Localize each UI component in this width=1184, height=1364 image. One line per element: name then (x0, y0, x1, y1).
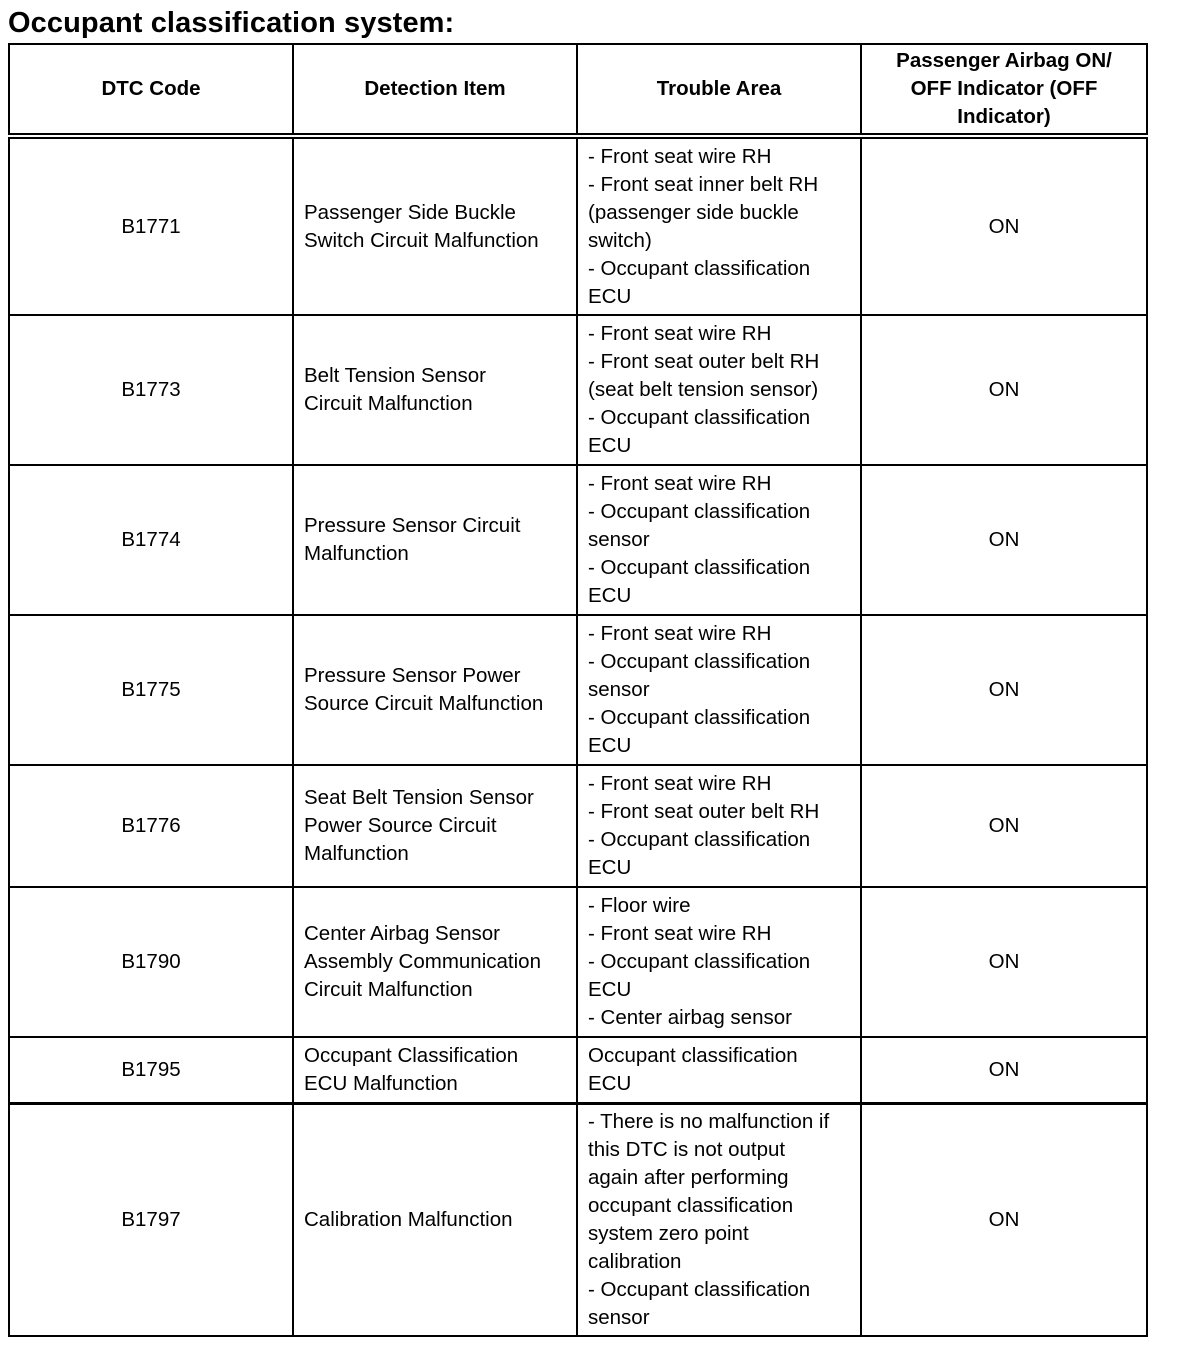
table-header-row (9, 44, 1147, 136)
dtc-table (8, 43, 1148, 1337)
cell-line: calibration (588, 1250, 682, 1273)
cell-line: switch) (588, 228, 652, 252)
cell-line: - Occupant classification (588, 406, 811, 429)
cell-line: ECU (588, 734, 632, 757)
dtc-code-cell: B1795 (9, 1037, 293, 1104)
cell-line: Circuit Malfunction (304, 392, 473, 415)
cell-line: Power Source Circuit (304, 814, 497, 837)
table-row (9, 615, 1147, 765)
cell-line: - Floor wire (588, 894, 691, 917)
detection-item-cell (293, 465, 577, 615)
cell-line: Switch Circuit Malfunction (304, 228, 539, 252)
cell-line: Pressure Sensor Circuit (304, 514, 521, 537)
header-dtc-code: DTC Code (9, 44, 293, 136)
cell-line: ECU (588, 584, 632, 607)
cell-line: - Front seat outer belt RH (588, 350, 820, 373)
cell-line: Occupant Classification (304, 1044, 519, 1067)
cell-line: - Center airbag sensor (588, 1006, 792, 1029)
cell-line: Malfunction (304, 542, 409, 565)
cell-line: this DTC is not output (588, 1138, 786, 1161)
cell-line: Pressure Sensor Power (304, 664, 521, 687)
cell-line: (passenger side buckle (588, 200, 799, 224)
indicator-cell: ON (861, 136, 1147, 315)
cell-line: system zero point (588, 1222, 749, 1245)
cell-line: - Occupant classification (588, 828, 811, 851)
trouble-area-cell (577, 1037, 861, 1104)
cell-line: - Front seat outer belt RH (588, 800, 820, 823)
cell-line: again after performing (588, 1166, 789, 1189)
indicator-cell: ON (861, 765, 1147, 887)
cell-line: - Occupant classification (588, 256, 811, 280)
indicator-cell: ON (861, 1104, 1147, 1337)
cell-line: Passenger Side Buckle (304, 200, 516, 224)
indicator-cell: ON (861, 887, 1147, 1037)
cell-line: - Front seat wire RH (588, 472, 772, 495)
detection-item-cell (293, 315, 577, 465)
cell-line: sensor (588, 678, 650, 701)
dtc-code-cell: B1790 (9, 887, 293, 1037)
cell-line: - Occupant classification (588, 556, 811, 579)
cell-line: - Occupant classification (588, 650, 811, 673)
cell-line: Seat Belt Tension Sensor (304, 786, 534, 809)
header-trouble-area: Trouble Area (577, 44, 861, 136)
cell-line: - Front seat wire RH (588, 772, 772, 795)
cell-line: - Occupant classification (588, 1278, 811, 1301)
detection-item-cell (293, 1037, 577, 1104)
dtc-code-cell: B1771 (9, 136, 293, 315)
trouble-area-cell (577, 465, 861, 615)
cell-line: - Occupant classification (588, 950, 811, 973)
indicator-cell: ON (861, 1037, 1147, 1104)
cell-line: - Front seat wire RH (588, 322, 772, 345)
cell-line: Circuit Malfunction (304, 978, 473, 1001)
trouble-area-cell (577, 765, 861, 887)
cell-line: occupant classification (588, 1194, 794, 1217)
trouble-area-cell (577, 887, 861, 1037)
cell-line: Belt Tension Sensor (304, 364, 486, 387)
header-indicator (861, 44, 1147, 136)
header-indicator-line: OFF Indicator (OFF (910, 77, 1098, 100)
detection-item-cell (293, 136, 577, 315)
table-row (9, 1037, 1147, 1104)
trouble-area-cell (577, 315, 861, 465)
dtc-code-cell: B1775 (9, 615, 293, 765)
cell-line: ECU (588, 978, 632, 1001)
table-row (9, 465, 1147, 615)
cell-line: - Front seat wire RH (588, 922, 772, 945)
cell-line: (seat belt tension sensor) (588, 378, 819, 401)
header-indicator-line: Indicator) (957, 105, 1051, 128)
cell-line: Center Airbag Sensor (304, 922, 501, 945)
dtc-code-cell: B1797 (9, 1104, 293, 1337)
page-title: Occupant classification system: (8, 7, 455, 39)
header-indicator-line: Passenger Airbag ON/ (896, 49, 1112, 72)
trouble-area-cell (577, 1104, 861, 1337)
detection-item-cell (293, 615, 577, 765)
header-detection-item: Detection Item (293, 44, 577, 136)
cell-line: Source Circuit Malfunction (304, 692, 544, 715)
trouble-area-cell (577, 615, 861, 765)
cell-line: - Occupant classification (588, 706, 811, 729)
dtc-code-cell: B1773 (9, 315, 293, 465)
indicator-cell: ON (861, 465, 1147, 615)
cell-line: Malfunction (304, 842, 409, 865)
table-row (9, 1104, 1147, 1337)
detection-item-cell (293, 887, 577, 1037)
cell-line: - Front seat inner belt RH (588, 172, 819, 196)
detection-item-cell (293, 765, 577, 887)
cell-line: sensor (588, 1306, 650, 1329)
indicator-cell: ON (861, 615, 1147, 765)
cell-line: Occupant classification (588, 1044, 798, 1067)
table-row (9, 887, 1147, 1037)
cell-line: ECU Malfunction (304, 1072, 458, 1095)
cell-line: ECU (588, 856, 632, 879)
cell-line: - Front seat wire RH (588, 622, 772, 645)
cell-line: Calibration Malfunction (304, 1208, 513, 1231)
cell-line: Assembly Communication (304, 950, 541, 973)
cell-line: - Front seat wire RH (588, 144, 772, 168)
dtc-code-cell: B1776 (9, 765, 293, 887)
indicator-cell: ON (861, 315, 1147, 465)
cell-line: ECU (588, 434, 632, 457)
dtc-code-cell: B1774 (9, 465, 293, 615)
table-row (9, 136, 1147, 315)
trouble-area-cell (577, 136, 861, 315)
cell-line: - Occupant classification (588, 500, 811, 523)
detection-item-cell (293, 1104, 577, 1337)
cell-line: ECU (588, 1072, 632, 1095)
cell-line: - There is no malfunction if (588, 1110, 830, 1133)
table-row (9, 765, 1147, 887)
table-row (9, 315, 1147, 465)
cell-line: sensor (588, 528, 650, 551)
cell-line: ECU (588, 284, 632, 308)
